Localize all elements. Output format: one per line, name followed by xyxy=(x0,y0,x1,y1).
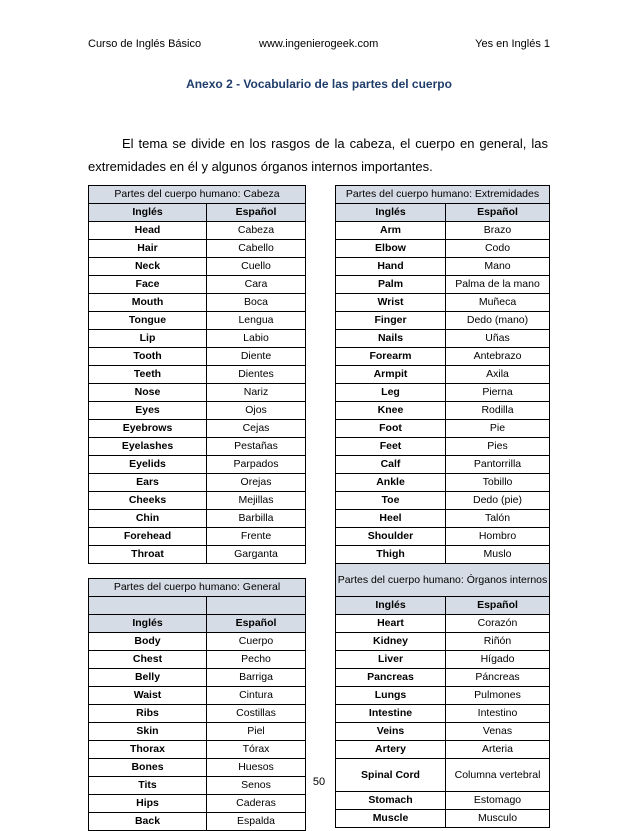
english-term: Chin xyxy=(89,510,207,528)
english-term: Finger xyxy=(336,312,446,330)
spacer-row xyxy=(89,564,306,579)
column-header-english: Inglés xyxy=(336,597,446,615)
column-header-spanish: Español xyxy=(446,204,550,222)
english-term: Belly xyxy=(89,669,207,687)
section-title-row xyxy=(336,186,550,204)
page-number: 50 xyxy=(312,776,326,788)
english-term: Eyes xyxy=(89,402,207,420)
english-term: Face xyxy=(89,276,207,294)
table-row xyxy=(336,687,550,705)
english-term: Thorax xyxy=(89,741,207,759)
spanish-term: Piel xyxy=(207,723,306,741)
section-blank-row xyxy=(89,597,306,615)
spanish-term: Páncreas xyxy=(446,669,550,687)
spanish-term: Dientes xyxy=(207,366,306,384)
table-row xyxy=(336,492,550,510)
spanish-term: Corazón xyxy=(446,615,550,633)
column-header-spanish: Español xyxy=(446,597,550,615)
section-title-row xyxy=(89,579,306,597)
english-term: Hips xyxy=(89,795,207,813)
table-row xyxy=(336,615,550,633)
table-row xyxy=(89,741,306,759)
spanish-term: Pantorrilla xyxy=(446,456,550,474)
spanish-term: Frente xyxy=(207,528,306,546)
table-row xyxy=(89,384,306,402)
table-row xyxy=(336,510,550,528)
english-term: Spinal Cord xyxy=(336,759,446,792)
english-term: Veins xyxy=(336,723,446,741)
english-term: Knee xyxy=(336,402,446,420)
column-header-row xyxy=(89,204,306,222)
spanish-term: Columna vertebral xyxy=(446,759,550,792)
table-row xyxy=(89,528,306,546)
table-row xyxy=(89,330,306,348)
english-term: Eyelids xyxy=(89,456,207,474)
english-term: Toe xyxy=(336,492,446,510)
english-term: Cheeks xyxy=(89,492,207,510)
english-term: Neck xyxy=(89,258,207,276)
spanish-term: Hígado xyxy=(446,651,550,669)
english-term: Kidney xyxy=(336,633,446,651)
english-term: Forearm xyxy=(336,348,446,366)
english-term: Lip xyxy=(89,330,207,348)
spanish-term: Pie xyxy=(446,420,550,438)
english-term: Feet xyxy=(336,438,446,456)
english-term: Pancreas xyxy=(336,669,446,687)
spanish-term: Muslo xyxy=(446,546,550,564)
table-row xyxy=(89,312,306,330)
english-term: Forehead xyxy=(89,528,207,546)
table-row xyxy=(336,258,550,276)
blank-cell xyxy=(89,597,207,615)
spanish-term: Cejas xyxy=(207,420,306,438)
spanish-term: Ojos xyxy=(207,402,306,420)
table-row xyxy=(89,294,306,312)
spanish-term: Arteria xyxy=(446,741,550,759)
table-row xyxy=(89,348,306,366)
table-row xyxy=(89,420,306,438)
spanish-term: Caderas xyxy=(207,795,306,813)
english-term: Ribs xyxy=(89,705,207,723)
table-row xyxy=(89,402,306,420)
table-row xyxy=(336,330,550,348)
english-term: Arm xyxy=(336,222,446,240)
english-term: Skin xyxy=(89,723,207,741)
column-header-spanish: Español xyxy=(207,615,306,633)
table-row xyxy=(89,510,306,528)
english-term: Leg xyxy=(336,384,446,402)
spanish-term: Muñeca xyxy=(446,294,550,312)
section-title: Partes del cuerpo humano: General xyxy=(89,579,306,597)
section-title: Partes del cuerpo humano: Órganos internos xyxy=(336,564,550,597)
spanish-term: Tórax xyxy=(207,741,306,759)
english-term: Tongue xyxy=(89,312,207,330)
table-row xyxy=(336,420,550,438)
table-limbs-and-organs xyxy=(335,185,550,828)
table-row xyxy=(336,651,550,669)
english-term: Chest xyxy=(89,651,207,669)
spanish-term: Lengua xyxy=(207,312,306,330)
spanish-term: Senos xyxy=(207,777,306,795)
table-row xyxy=(336,633,550,651)
spanish-term: Boca xyxy=(207,294,306,312)
table-row xyxy=(89,795,306,813)
spanish-term: Barbilla xyxy=(207,510,306,528)
table-row xyxy=(89,723,306,741)
spanish-term: Dedo (mano) xyxy=(446,312,550,330)
english-term: Nose xyxy=(89,384,207,402)
table-row xyxy=(336,294,550,312)
table-row xyxy=(89,240,306,258)
section-title-row xyxy=(89,186,306,204)
spanish-term: Costillas xyxy=(207,705,306,723)
english-term: Back xyxy=(89,813,207,831)
english-term: Hand xyxy=(336,258,446,276)
spanish-term: Parpados xyxy=(207,456,306,474)
english-term: Thigh xyxy=(336,546,446,564)
spanish-term: Mejillas xyxy=(207,492,306,510)
column-header-row xyxy=(336,597,550,615)
table-row xyxy=(89,687,306,705)
table-row xyxy=(89,633,306,651)
table-row xyxy=(336,669,550,687)
spanish-term: Cuello xyxy=(207,258,306,276)
page-title: Anexo 2 - Vocabulario de las partes del cuerpo xyxy=(186,77,452,91)
spanish-term: Axila xyxy=(446,366,550,384)
english-term: Elbow xyxy=(336,240,446,258)
english-term: Tooth xyxy=(89,348,207,366)
column-header-spanish: Español xyxy=(207,204,306,222)
spanish-term: Codo xyxy=(446,240,550,258)
table-row xyxy=(336,546,550,564)
table-row xyxy=(89,222,306,240)
spanish-term: Estomago xyxy=(446,792,550,810)
table-row xyxy=(89,456,306,474)
spanish-term: Antebrazo xyxy=(446,348,550,366)
spanish-term: Musculo xyxy=(446,810,550,828)
english-term: Intestine xyxy=(336,705,446,723)
english-term: Eyelashes xyxy=(89,438,207,456)
english-term: Tits xyxy=(89,777,207,795)
english-term: Foot xyxy=(336,420,446,438)
english-term: Shoulder xyxy=(336,528,446,546)
spanish-term: Venas xyxy=(446,723,550,741)
table-row xyxy=(336,474,550,492)
spanish-term: Diente xyxy=(207,348,306,366)
english-term: Liver xyxy=(336,651,446,669)
spanish-term: Dedo (pie) xyxy=(446,492,550,510)
spanish-term: Pies xyxy=(446,438,550,456)
table-row xyxy=(89,258,306,276)
spanish-term: Riñón xyxy=(446,633,550,651)
table-row xyxy=(89,276,306,294)
spacer-cell xyxy=(89,564,207,579)
column-header-english: Inglés xyxy=(336,204,446,222)
english-term: Stomach xyxy=(336,792,446,810)
header-book: Yes en Inglés 1 xyxy=(475,38,550,50)
english-term: Mouth xyxy=(89,294,207,312)
english-term: Waist xyxy=(89,687,207,705)
english-term: Lungs xyxy=(336,687,446,705)
spanish-term: Cara xyxy=(207,276,306,294)
english-term: Muscle xyxy=(336,810,446,828)
table-row xyxy=(336,402,550,420)
table-row xyxy=(336,528,550,546)
table-row xyxy=(336,741,550,759)
english-term: Ankle xyxy=(336,474,446,492)
spanish-term: Garganta xyxy=(207,546,306,564)
table-row xyxy=(336,810,550,828)
column-header-row xyxy=(336,204,550,222)
english-term: Artery xyxy=(336,741,446,759)
table-row xyxy=(336,384,550,402)
blank-cell xyxy=(207,597,306,615)
spanish-term: Hombro xyxy=(446,528,550,546)
spanish-term: Cuerpo xyxy=(207,633,306,651)
spanish-term: Talón xyxy=(446,510,550,528)
column-header-row xyxy=(89,615,306,633)
table-row xyxy=(336,456,550,474)
table-row xyxy=(336,438,550,456)
table-row xyxy=(89,546,306,564)
spanish-term: Uñas xyxy=(446,330,550,348)
table-row xyxy=(89,759,306,777)
table-row xyxy=(336,792,550,810)
table-row xyxy=(89,474,306,492)
spanish-term: Barriga xyxy=(207,669,306,687)
spanish-term: Pierna xyxy=(446,384,550,402)
table-row xyxy=(89,813,306,831)
table-row xyxy=(89,366,306,384)
column-header-english: Inglés xyxy=(89,204,207,222)
english-term: Teeth xyxy=(89,366,207,384)
table-row xyxy=(336,312,550,330)
header-website: www.ingenierogeek.com xyxy=(259,38,379,50)
spanish-term: Palma de la mano xyxy=(446,276,550,294)
english-term: Wrist xyxy=(336,294,446,312)
spacer-cell xyxy=(207,564,306,579)
section-title-row xyxy=(336,564,550,597)
spanish-term: Cabello xyxy=(207,240,306,258)
table-row xyxy=(336,366,550,384)
english-term: Throat xyxy=(89,546,207,564)
english-term: Ears xyxy=(89,474,207,492)
spanish-term: Pestañas xyxy=(207,438,306,456)
header-course: Curso de Inglés Básico xyxy=(88,38,202,50)
english-term: Bones xyxy=(89,759,207,777)
english-term: Palm xyxy=(336,276,446,294)
spanish-term: Huesos xyxy=(207,759,306,777)
english-term: Eyebrows xyxy=(89,420,207,438)
spanish-term: Tobillo xyxy=(446,474,550,492)
table-row xyxy=(89,492,306,510)
english-term: Heart xyxy=(336,615,446,633)
table-row xyxy=(89,669,306,687)
table-row xyxy=(89,705,306,723)
table-row xyxy=(336,348,550,366)
english-term: Armpit xyxy=(336,366,446,384)
table-head-and-general-body xyxy=(89,186,306,831)
section-title: Partes del cuerpo humano: Extremidades xyxy=(336,186,550,204)
table-row xyxy=(89,438,306,456)
table-limbs-and-organs-body xyxy=(336,186,550,828)
english-term: Calf xyxy=(336,456,446,474)
spanish-term: Labio xyxy=(207,330,306,348)
table-row xyxy=(89,651,306,669)
table-row xyxy=(336,222,550,240)
column-header-english: Inglés xyxy=(89,615,207,633)
table-row xyxy=(336,240,550,258)
spanish-term: Mano xyxy=(446,258,550,276)
english-term: Nails xyxy=(336,330,446,348)
section-title: Partes del cuerpo humano: Cabeza xyxy=(89,186,306,204)
intro-paragraph xyxy=(88,132,548,178)
english-term: Body xyxy=(89,633,207,651)
intro-text: El tema se divide en los rasgos de la cabeza, el cuerpo en general, las extremidades en él y algunos órganos internos importantes. xyxy=(88,136,548,174)
spanish-term: Cintura xyxy=(207,687,306,705)
table-row xyxy=(336,723,550,741)
spanish-term: Intestino xyxy=(446,705,550,723)
table-row xyxy=(336,276,550,294)
spanish-term: Pulmones xyxy=(446,687,550,705)
spanish-term: Espalda xyxy=(207,813,306,831)
english-term: Hair xyxy=(89,240,207,258)
english-term: Head xyxy=(89,222,207,240)
english-term: Heel xyxy=(336,510,446,528)
spanish-term: Orejas xyxy=(207,474,306,492)
spanish-term: Nariz xyxy=(207,384,306,402)
spanish-term: Cabeza xyxy=(207,222,306,240)
spanish-term: Brazo xyxy=(446,222,550,240)
table-head-and-general xyxy=(88,185,306,831)
table-row xyxy=(336,705,550,723)
spanish-term: Rodilla xyxy=(446,402,550,420)
spanish-term: Pecho xyxy=(207,651,306,669)
